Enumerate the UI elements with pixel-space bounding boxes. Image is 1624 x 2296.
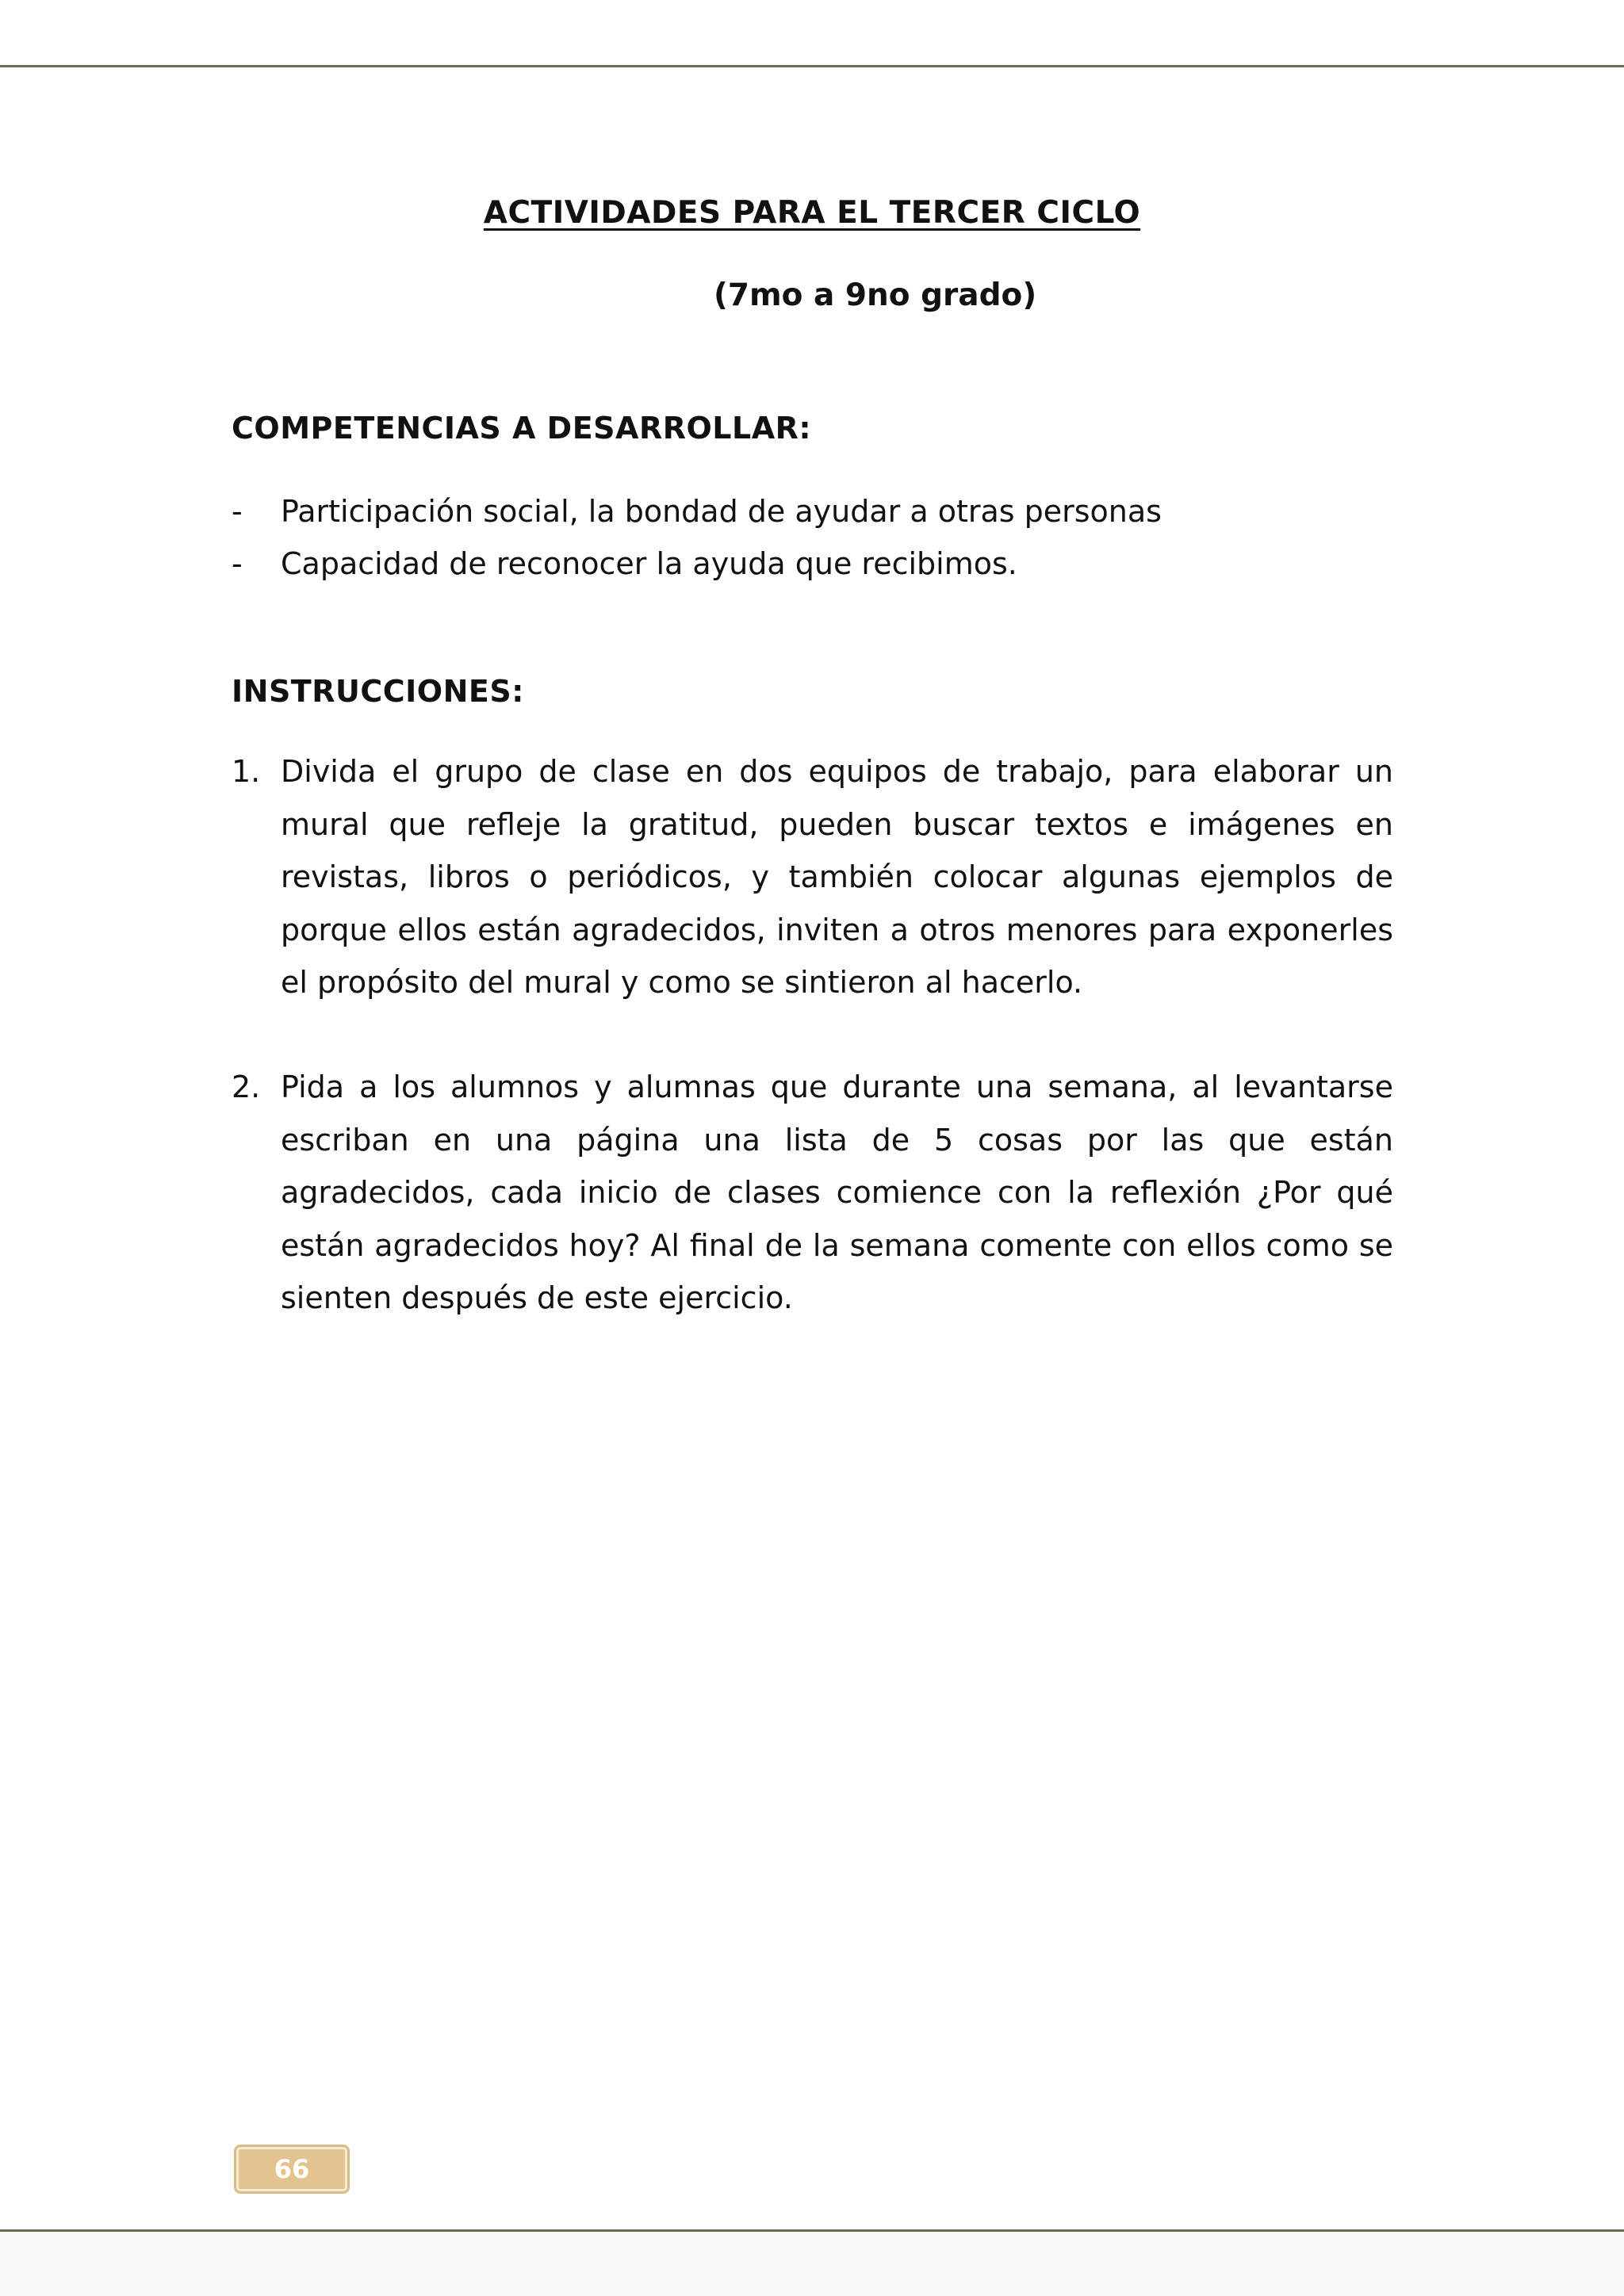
instruction-number: 2. xyxy=(232,1070,261,1104)
top-rule xyxy=(0,65,1624,67)
document-title: ACTIVIDADES PARA EL TERCER CICLO xyxy=(483,195,1141,231)
instruction-number: 1. xyxy=(232,754,261,789)
list-item xyxy=(232,485,1397,538)
competencias-list xyxy=(232,485,1397,590)
document-subtitle: (7mo a 9no grado) xyxy=(714,277,1037,313)
instruction-item xyxy=(232,745,1393,1009)
list-item-text: Capacidad de reconocer la ayuda que recibimos. xyxy=(281,546,1017,581)
instruction-text: Pida a los alumnos y alumnas que durante una semana, al levantarse escriban en una página una lista de 5 cosas por las que están agradecidos, cada inicio de clases comience con la reflexión ¿Por qué están agradecidos hoy? Al final de la semana comente con ellos como se sienten después de este ejercicio. xyxy=(281,1070,1393,1315)
instruction-item xyxy=(232,1061,1393,1325)
instruction-text: Divida el grupo de clase en dos equipos de trabajo, para elaborar un mural que refleje la gratitud, pueden buscar textos e imágenes en revistas, libros o periódicos, y también colocar algunas ejemplos de porque ellos están agradecidos, inviten a otros menores para exponerles el propósito del mural y como se sintieron al hacerlo. xyxy=(281,754,1393,1000)
page-number-badge: 66 xyxy=(234,2145,350,2194)
bullet-marker: - xyxy=(232,546,243,581)
competencias-heading: COMPETENCIAS A DESARROLLAR: xyxy=(232,411,812,446)
list-item-text: Participación social, la bondad de ayudar a otras personas xyxy=(281,494,1162,529)
bullet-marker: - xyxy=(232,494,243,529)
instrucciones-heading: INSTRUCCIONES: xyxy=(232,674,524,709)
list-item xyxy=(232,538,1397,590)
footer-band xyxy=(0,2232,1624,2296)
